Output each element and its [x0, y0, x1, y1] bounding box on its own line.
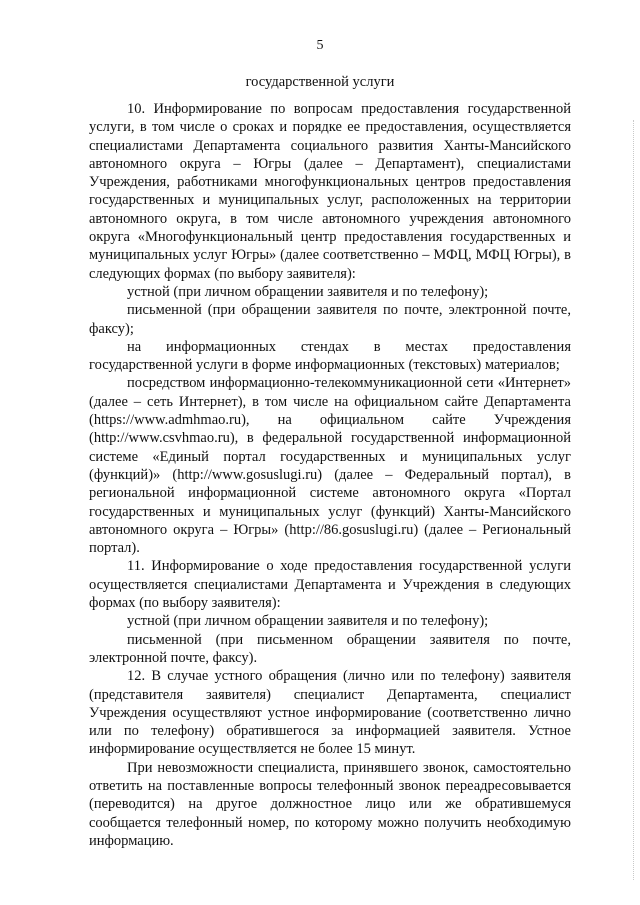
- list-item-written-2: письменной (при письменном обращении заявителя по почте, электронной почте, факсу).: [89, 631, 571, 666]
- page-number: 5: [316, 38, 324, 53]
- document-body: [89, 100, 571, 850]
- list-item-stands: на информационных стендах в местах предоставления государственной услуги в форме информационных (текстовых) материалов;: [89, 338, 571, 374]
- scan-edge-marks: [631, 120, 634, 880]
- paragraph-11: 11. Информирование о ходе предоставления государственной услуги осуществляется специалистами Департамента и Учреждения в следующих формах (по выбору заявителя):: [89, 558, 571, 612]
- paragraph-10: 10. Информирование по вопросам предоставления государственной услуги, в том числе о сроках и порядке ее предоставления, осуществляется специалистами Департамента социального развития Ханты-Мансийского автономного округа – Югры (далее – Департамент), специалистами Учреждения, работниками многофункциональных центров предоставления государственных и муниципальных услуг, расположенных на территории автономного округа, в том числе автономного учреждения автономного округа «Многофункциональный центр предоставления государственных и муниципальных услуг Югры» (далее соответственно – МФЦ, МФЦ Югры), в следующих формах (по выбору заявителя):: [89, 101, 571, 282]
- list-item-oral: устной (при личном обращении заявителя и по телефону);: [127, 283, 489, 300]
- section-heading: государственной услуги: [245, 74, 395, 90]
- paragraph-12: 12. В случае устного обращения (лично или по телефону) заявителя (представителя заявителя) специалист Департамента, специалист Учреждения осуществляют устное информирование (соответственно лично или по телефону) обратившегося за информацией заявителя. Устное информирование осуществляется не более 15 минут.: [89, 668, 571, 758]
- paragraph-redirect: При невозможности специалиста, принявшего звонок, самостоятельно ответить на поставленные вопросы телефонный звонок переадресовывается (переводится) на другое должностное лицо или же обратившемуся сообщается телефонный номер, по которому можно получить необходимую информацию.: [89, 759, 571, 849]
- list-item-written: письменной (при обращении заявителя по почте, электронной почте, факсу);: [89, 302, 571, 337]
- list-item-internet: посредством информационно-телекоммуникационной сети «Интернет» (далее – сеть Интернет), в том числе на официальном сайте Департамента (https://www.admhmao.ru), на официальном сайте Учреждения (http://www.csvhmao.ru), в федеральной государственной информационной системе «Единый портал государственных и муниципальных услуг (функций)» (http://www.gosuslugi.ru) (далее – Федеральный портал), в региональной информационной системе автономного округа «Портал государственных и муниципальных услуг (функций) Ханты-Мансийского автономного округа – Югры» (http://86.gosuslugi.ru) (далее – Региональный портал).: [89, 375, 571, 557]
- list-item-oral-2: устной (при личном обращении заявителя и по телефону);: [127, 613, 489, 630]
